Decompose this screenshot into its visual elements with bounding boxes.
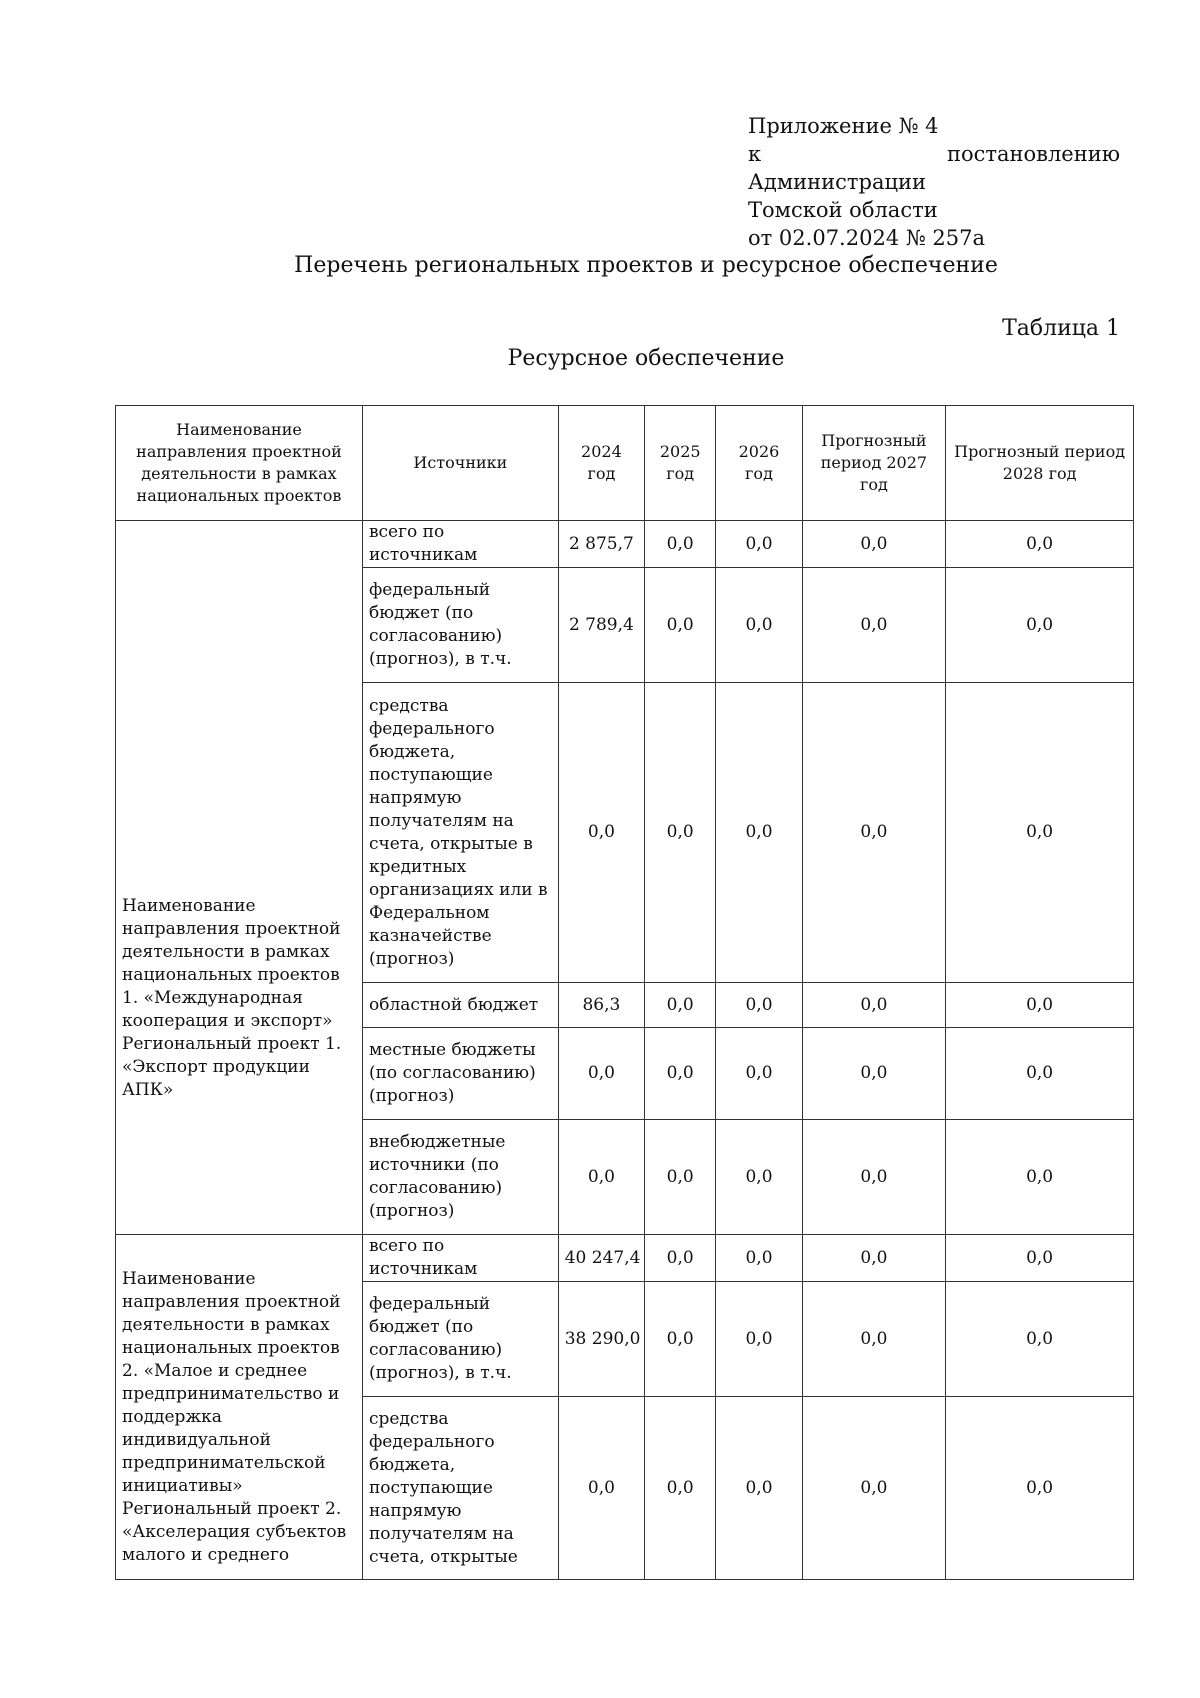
source-cell: средства федерального бюджета, поступающие напрямую получателям на счета, открытые	[362, 1397, 558, 1580]
direction-cell	[116, 1235, 363, 1580]
value-2026: 0,0	[716, 568, 802, 683]
value-2027: 0,0	[802, 1120, 946, 1235]
header-2025: 2025 год	[645, 406, 716, 521]
value-2024: 0,0	[558, 1120, 644, 1235]
appendix-resolution-ref: к постановлению Администрации	[748, 142, 1120, 194]
source-cell: внебюджетные источники (по согласованию) (прогноз)	[362, 1120, 558, 1235]
table-row	[116, 521, 1134, 568]
value-2027: 0,0	[802, 983, 946, 1028]
appendix-number: Приложение № 4	[748, 114, 939, 138]
value-2024: 2 789,4	[558, 568, 644, 683]
value-2027: 0,0	[802, 683, 946, 983]
resource-table	[115, 405, 1134, 1580]
direction-text: Наименование направления проектной деятельности в рамках национальных проектов 2. «Малое и среднее предпринимательство и поддержка индивидуальной предпринимательской инициативы» Региональный проект 2. «Акселерация субъектов малого и среднего	[122, 1268, 347, 1565]
value-2026: 0,0	[716, 1397, 802, 1580]
value-2027: 0,0	[802, 521, 946, 568]
value-2025: 0,0	[645, 1282, 716, 1397]
value-2028: 0,0	[946, 1397, 1134, 1580]
source-cell: областной бюджет	[362, 983, 558, 1028]
appendix-region: Томской области	[748, 198, 938, 222]
value-2028: 0,0	[946, 1282, 1134, 1397]
appendix-date-number: от 02.07.2024 № 257а	[748, 226, 985, 250]
value-2025: 0,0	[645, 1235, 716, 1282]
value-2024: 86,3	[558, 983, 644, 1028]
value-2024: 0,0	[558, 1028, 644, 1120]
value-2024: 38 290,0	[558, 1282, 644, 1397]
table-label: Таблица 1	[1002, 316, 1120, 341]
value-2027: 0,0	[802, 1235, 946, 1282]
value-2025: 0,0	[645, 983, 716, 1028]
value-2026: 0,0	[716, 1120, 802, 1235]
value-2028: 0,0	[946, 1028, 1134, 1120]
source-cell: всего по источникам	[362, 1235, 558, 1282]
header-forecast-2028: Прогнозный период 2028 год	[946, 406, 1134, 521]
value-2026: 0,0	[716, 521, 802, 568]
header-2026: 2026 год	[716, 406, 802, 521]
value-2028: 0,0	[946, 683, 1134, 983]
value-2027: 0,0	[802, 1282, 946, 1397]
source-cell: федеральный бюджет (по согласованию) (прогноз), в т.ч.	[362, 1282, 558, 1397]
value-2028: 0,0	[946, 1235, 1134, 1282]
value-2026: 0,0	[716, 1235, 802, 1282]
appendix-block	[748, 112, 1120, 252]
table-row	[116, 1235, 1134, 1282]
value-2028: 0,0	[946, 521, 1134, 568]
value-2028: 0,0	[946, 983, 1134, 1028]
header-direction: Наименование направления проектной деятельности в рамках национальных проектов	[116, 406, 363, 521]
value-2025: 0,0	[645, 521, 716, 568]
source-cell: средства федерального бюджета, поступающие напрямую получателям на счета, открытые в кредитных организациях или в Федеральном казначействе (прогноз)	[362, 683, 558, 983]
value-2028: 0,0	[946, 1120, 1134, 1235]
source-cell: местные бюджеты (по согласованию) (прогноз)	[362, 1028, 558, 1120]
header-2024: 2024 год	[558, 406, 644, 521]
value-2026: 0,0	[716, 983, 802, 1028]
source-cell: федеральный бюджет (по согласованию) (прогноз), в т.ч.	[362, 568, 558, 683]
document-title: Перечень региональных проектов и ресурсное обеспечение	[294, 253, 998, 278]
source-cell: всего по источникам	[362, 521, 558, 568]
value-2026: 0,0	[716, 683, 802, 983]
value-2025: 0,0	[645, 1397, 716, 1580]
value-2026: 0,0	[716, 1282, 802, 1397]
header-sources: Источники	[362, 406, 558, 521]
table-caption: Ресурсное обеспечение	[507, 346, 785, 371]
value-2025: 0,0	[645, 683, 716, 983]
value-2024: 40 247,4	[558, 1235, 644, 1282]
direction-text: Наименование направления проектной деятельности в рамках национальных проектов 1. «Международная кооперация и экспорт» Региональный проект 1. «Экспорт продукции АПК»	[122, 896, 342, 1100]
value-2024: 0,0	[558, 683, 644, 983]
value-2026: 0,0	[716, 1028, 802, 1120]
value-2027: 0,0	[802, 1028, 946, 1120]
header-forecast-2027: Прогнозный период 2027 год	[802, 406, 946, 521]
value-2024: 2 875,7	[558, 521, 644, 568]
value-2025: 0,0	[645, 568, 716, 683]
value-2027: 0,0	[802, 568, 946, 683]
value-2025: 0,0	[645, 1120, 716, 1235]
value-2028: 0,0	[946, 568, 1134, 683]
direction-cell	[116, 521, 363, 1235]
value-2027: 0,0	[802, 1397, 946, 1580]
header-row	[116, 406, 1134, 521]
value-2025: 0,0	[645, 1028, 716, 1120]
value-2024: 0,0	[558, 1397, 644, 1580]
